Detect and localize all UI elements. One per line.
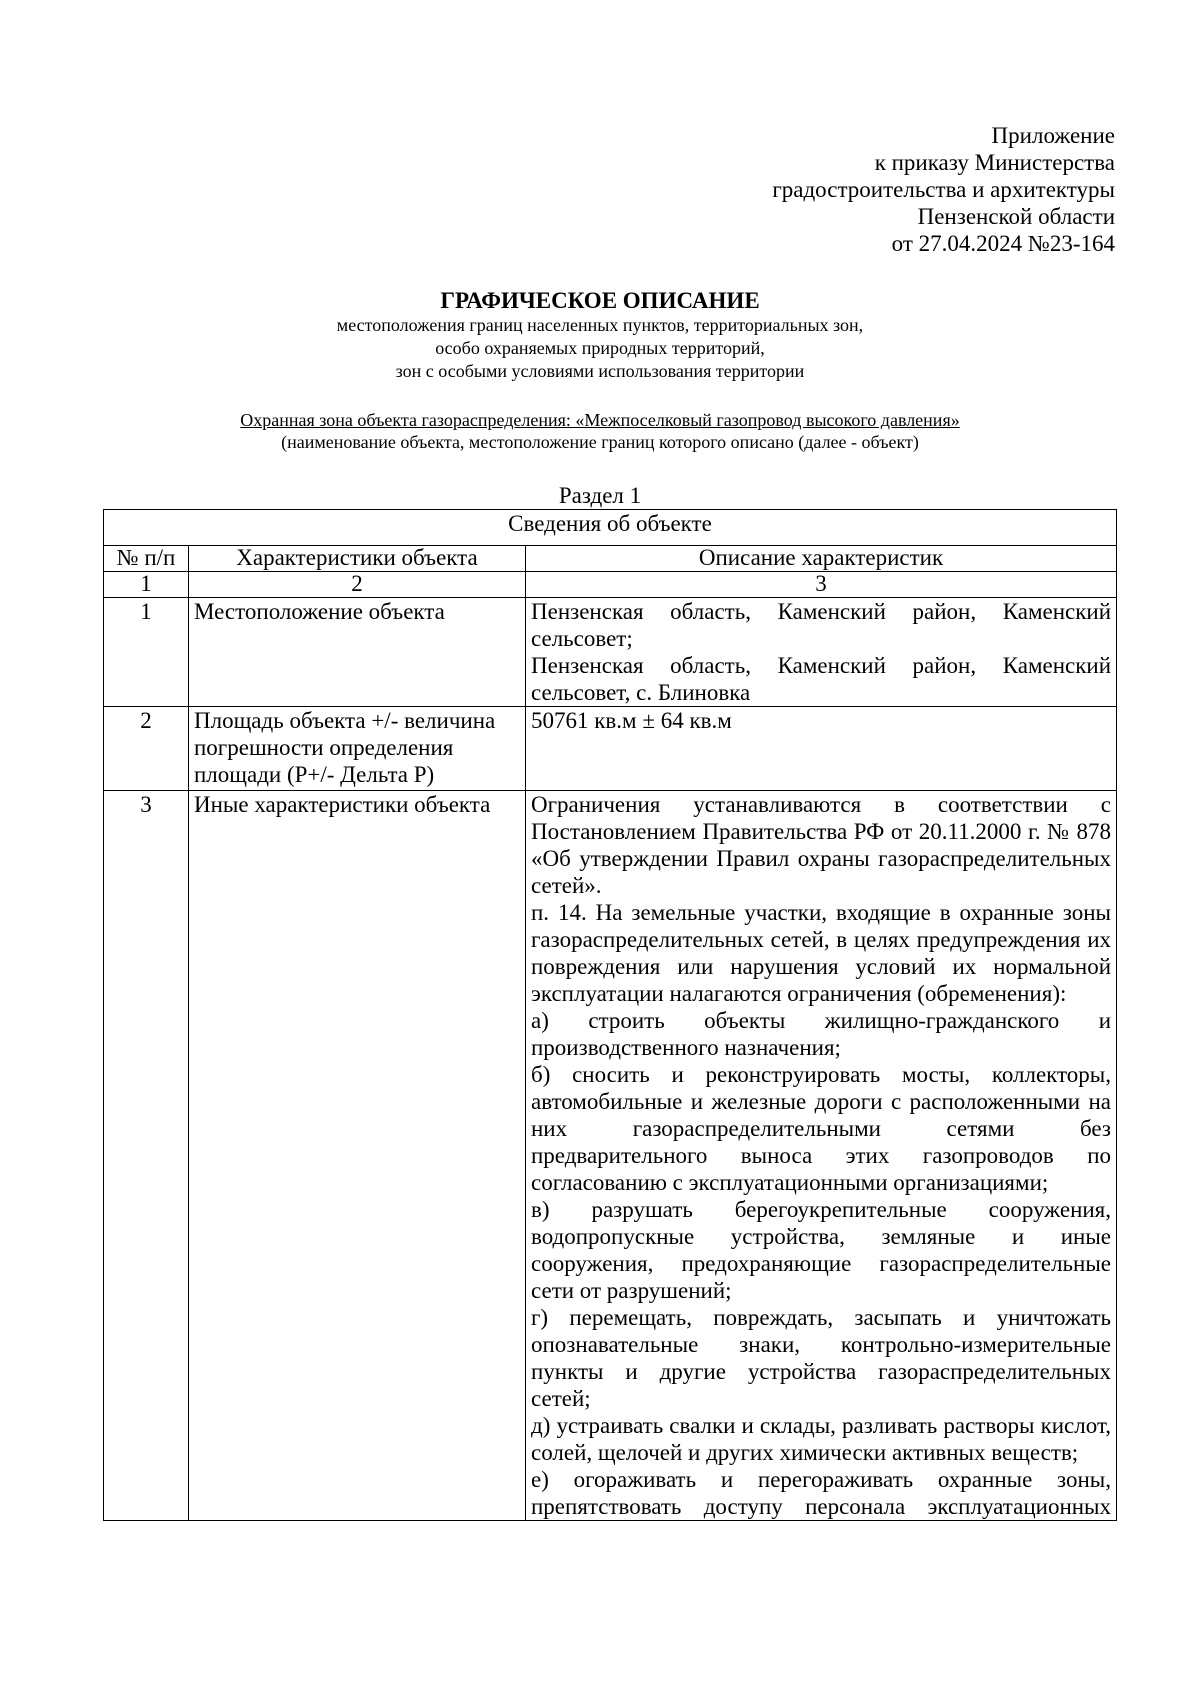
table-header-row (104, 546, 1117, 572)
description-paragraph: Ограничения устанавливаются в соответствии с Постановлением Правительства РФ от 20.11.2000 г. № 878 «Об утверждении Правил охраны газораспределительных сетей». (531, 792, 1112, 898)
table-row (104, 791, 1117, 1521)
column-number: 2 (189, 572, 526, 598)
table-caption-row (104, 510, 1117, 546)
row-number: 1 (104, 598, 189, 707)
header-characteristics: Характеристики объекта (189, 546, 526, 572)
section-label: Раздел 1 (558, 483, 642, 508)
appendix-block (772, 122, 1115, 257)
description-paragraph: а) строить объекты жилищно-гражданского и производственного назначения; (531, 1008, 1112, 1060)
description-paragraph: е) огораживать и перегораживать охранные зоны, препятствовать доступу персонала эксплуатационных (531, 1467, 1112, 1519)
row-characteristic: Местоположение объекта (189, 598, 526, 707)
appendix-line: градостроительства и архитектуры (772, 177, 1115, 202)
appendix-line: к приказу Министерства (874, 150, 1115, 175)
description-paragraph: г) перемещать, повреждать, засыпать и уничтожать опознавательные знаки, контрольно-измерительные пункты и другие устройства газораспределительных сетей; (531, 1305, 1112, 1411)
document-title: ГРАФИЧЕСКОЕ ОПИСАНИЕ (440, 288, 760, 313)
row-characteristic: Иные характеристики объекта (189, 791, 526, 1521)
subtitle-line: зон с особыми условиями использования территории (395, 361, 805, 381)
description-paragraph: д) устраивать свалки и склады, разливать растворы кислот, солей, щелочей и других химически активных веществ; (531, 1413, 1112, 1465)
row-description (526, 707, 1117, 791)
column-number: 3 (526, 572, 1117, 598)
description-paragraph: Пензенская область, Каменский район, Каменский сельсовет, с. Блиновка (531, 653, 1112, 705)
row-description (526, 598, 1117, 707)
header-number: № п/п (104, 546, 189, 572)
appendix-line: Приложение (991, 123, 1115, 148)
description-paragraph: Пензенская область, Каменский район, Каменский сельсовет; (531, 599, 1112, 651)
description-paragraph: 50761 кв.м ± 64 кв.м (531, 708, 732, 733)
document-subtitle (0, 314, 1200, 383)
object-name-block (0, 409, 1200, 453)
table-row (104, 707, 1117, 791)
object-name-caption: (наименование объекта, местоположение границ которого описано (далее - объект) (281, 432, 919, 452)
row-description (526, 791, 1117, 1521)
object-name: Охранная зона объекта газораспределения: «Межпоселковый газопровод высокого давления» (240, 410, 960, 430)
appendix-date-number: от 27.04.2024 №23-164 (891, 231, 1115, 256)
subtitle-line: особо охраняемых природных территорий, (435, 338, 765, 358)
header-description: Описание характеристик (526, 546, 1117, 572)
appendix-line: Пензенской области (917, 204, 1115, 229)
row-characteristic: Площадь объекта +/- величина погрешности определения площади (Р+/- Дельта Р) (189, 707, 526, 791)
row-number: 2 (104, 707, 189, 791)
row-number: 3 (104, 791, 189, 1521)
description-paragraph: б) сносить и реконструировать мосты, коллекторы, автомобильные и железные дороги с расположенными на них газораспределительными сетями без предварительного выноса этих газопроводов по согласованию с эксплуатационными организациями; (531, 1062, 1112, 1195)
description-paragraph: в) разрушать берегоукрепительные сооружения, водопропускные устройства, земляные и иные сооружения, предохраняющие газораспределительные сети от разрушений; (531, 1197, 1112, 1303)
object-info-table (103, 509, 1117, 1521)
subtitle-line: местоположения границ населенных пунктов, территориальных зон, (336, 315, 864, 335)
description-paragraph: п. 14. На земельные участки, входящие в охранные зоны газораспределительных сетей, в целях предупреждения их повреждения или нарушения условий их нормальной эксплуатации налагаются ограничения (обременения): (531, 900, 1112, 1006)
table-column-numbers-row (104, 572, 1117, 598)
column-number: 1 (104, 572, 189, 598)
table-row (104, 598, 1117, 707)
table-caption: Сведения об объекте (104, 510, 1117, 546)
